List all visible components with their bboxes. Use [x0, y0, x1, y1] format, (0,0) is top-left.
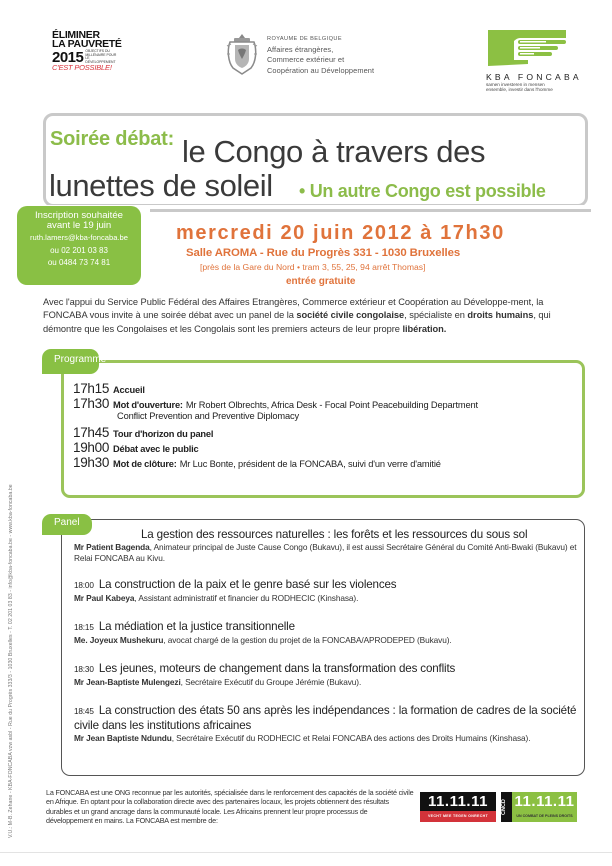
- intro-text: , qui démontre que les Congolaises et les Congolais sont les premiers acteurs de leur propre: [43, 310, 551, 334]
- programme-item: [73, 381, 578, 396]
- panel-topic-text: La construction de la paix et le genre basé sur les violences: [98, 578, 397, 591]
- programme-label: Mot de clôture:: [113, 458, 177, 469]
- panel-time: 18:15: [74, 623, 94, 632]
- panel-item: [74, 620, 579, 646]
- panel-topic: [74, 578, 579, 593]
- panel-speaker: Mr Jean Baptiste Ndundu: [74, 733, 172, 743]
- title-frame-bottom-line: [150, 209, 591, 212]
- hands-icon: [488, 30, 566, 66]
- panel-topic: La gestion des ressources naturelles : les forêts et les ressources du sous sol: [141, 528, 528, 541]
- panel-speaker-desc: [74, 733, 579, 744]
- panel-item: [74, 662, 579, 688]
- event-kicker: Soirée débat:: [50, 128, 175, 150]
- panel-role: , Assistant administratif et financier du RODHECIC (Kinshasa).: [134, 593, 359, 603]
- programme-tab: Programme: [42, 349, 99, 374]
- belgium-ministry-logo: [225, 32, 405, 82]
- kba-subtitle: samen investeren in mensen: [486, 82, 545, 87]
- registration-box: [17, 206, 141, 285]
- panel-speaker-desc: [74, 542, 579, 564]
- registration-line: Inscription souhaitée: [35, 210, 123, 221]
- intro-emphasis: droits humains: [467, 310, 534, 321]
- event-date: mercredi 20 juin 2012 à 17h30: [176, 222, 505, 244]
- programme-label: Accueil: [113, 385, 145, 395]
- intro-emphasis: société civile congolaise: [296, 310, 405, 321]
- badge-tagline: UN COMBAT DE PLEINS DROITS: [516, 814, 573, 818]
- publisher-imprint: V.U.: M-B. Zehane - KBA-FONCABA vzw asbl - Rue du Progrès 333/3 - 1030 Bruxelles - T. 02 201 03 83 - info@kba-foncaba.be - www.kba-foncaba.be: [8, 484, 14, 838]
- logo-line: ÉLIMINER: [52, 29, 100, 41]
- footer-about: La FONCABA est une ONG reconnue par les autorités, spécialisée dans le renforcement des capacités de la société civile en Afrique. En optant pour la collaboration directe avec des partenaires locaux, les projets obtiennent des résultats durables et un grand ancrage dans la communauté locale. Les Africains prennent leur propre processus de développement en mains. La FONCABA est membre de:: [46, 788, 414, 825]
- programme-desc: Mr Luc Bonte, président de la FONCABA, suivi d'un verre d'amitié: [179, 458, 441, 469]
- programme-item: [73, 425, 578, 440]
- page-title-line-2: lunettes de soleil: [49, 168, 273, 203]
- logo-line: LA PAUVRETÉ: [52, 38, 122, 50]
- badge-side-label: CNCD: [501, 792, 512, 822]
- ministry-line: Commerce extérieur et: [267, 55, 345, 64]
- panel-item: [74, 578, 579, 604]
- panel-topic: [74, 620, 579, 635]
- programme-label: Débat avec le public: [113, 443, 199, 454]
- programme-item: [73, 455, 578, 470]
- panel-time: 18:00: [74, 581, 94, 590]
- page-bottom-divider: [0, 852, 612, 853]
- ministry-line: ROYAUME DE BELGIQUE: [267, 36, 342, 42]
- panel-item: [74, 528, 579, 564]
- belgian-crest-icon: [225, 32, 259, 77]
- page-subtitle: • Un autre Congo est possible: [299, 181, 546, 201]
- intro-paragraph: [43, 296, 588, 336]
- panel-speaker: Mr Patient Bagenda: [74, 542, 150, 552]
- logo-tagline: C'EST POSSIBLE!: [52, 63, 112, 73]
- kba-title: KBA FONCABA: [486, 72, 582, 82]
- panel-speaker: Me. Joyeux Mushekuru: [74, 635, 164, 645]
- kba-foncaba-logo: [486, 30, 582, 92]
- programme-desc-cont: Conflict Prevention and Preventive Diplomacy: [117, 411, 300, 422]
- registration-deadline: avant le 19 juin: [46, 220, 112, 231]
- programme-time: 19h30: [73, 454, 110, 470]
- event-entry: entrée gratuite: [286, 276, 356, 287]
- panel-time: 18:45: [74, 707, 94, 716]
- badge-tagline: VECHT MEE TEGEN ONRECHT: [420, 811, 496, 822]
- panel-list: [74, 528, 579, 753]
- ministry-line: Affaires étrangères,: [267, 44, 334, 54]
- badge-cncd-11-11-11: [501, 792, 577, 822]
- panel-topic: [74, 704, 579, 733]
- panel-topic-text: La médiation et la justice transitionnelle: [98, 620, 295, 633]
- kba-subtitle: ensemble, investir dans l'homme: [486, 87, 553, 92]
- registration-phone: ou 02 201 03 83: [50, 246, 108, 255]
- programme-item: [73, 440, 578, 455]
- panel-role: , Secrétaire Exécutif du RODHECIC et Relai FONCABA des actions des Droits Humains (Kinshasa).: [171, 733, 531, 743]
- panel-topic: [74, 662, 579, 677]
- programme-list: [73, 381, 578, 470]
- panel-speaker-desc: [74, 593, 579, 604]
- registration-email[interactable]: ruth.lamers@kba-foncaba.be: [29, 233, 129, 242]
- page-title-line-1: le Congo à travers des: [182, 134, 486, 169]
- panel-tab: Panel: [42, 514, 92, 535]
- programme-desc: Mr Robert Olbrechts, Africa Desk - Focal Point Peacebuilding Department: [185, 400, 478, 411]
- intro-text: , spécialiste en: [404, 310, 468, 321]
- programme-item: [73, 396, 578, 411]
- badge-number: 11.11.11: [428, 793, 488, 810]
- logo-year: 2015: [52, 49, 84, 67]
- badge-11-11-11-nl: [420, 792, 496, 822]
- intro-text: Avec l'appui du Service Public Fédéral des Affaires Etrangères, Commerce extérieur et Coopération au Développe-ment, la FONCABA vous invite à une soirée débat avec un panel de la: [43, 297, 544, 321]
- panel-speaker-desc: [74, 635, 579, 646]
- intro-emphasis: libération.: [402, 323, 447, 334]
- panel-speaker: Mr Paul Kabeya: [74, 593, 135, 603]
- ministry-line: Coopération au Développement: [267, 65, 375, 75]
- programme-label: Tour d'horizon du panel: [113, 428, 214, 439]
- panel-role: , Animateur principal de Juste Cause Congo (Bukavu), il est aussi Secrétaire Général du Comité Anti-Bwaki (Bukavu) et Relai FONCABA au Kivu.: [74, 542, 577, 563]
- panel-topic-text: Les jeunes, moteurs de changement dans la transformation des conflits: [98, 662, 456, 675]
- event-venue-note: [près de la Gare du Nord • tram 3, 55, 25, 94 arrêt Thomas]: [200, 262, 426, 272]
- logo-tiny-text: OBJECTIFS DU MILLÉNAIRE POUR LE DÉVELOPPEMENT: [85, 49, 117, 64]
- badge-number: 11.11.11: [514, 793, 575, 810]
- panel-speaker-desc: [74, 677, 579, 688]
- panel-role: , avocat chargé de la gestion du projet de la FONCABA/APRODEPED (Bukavu).: [163, 635, 452, 645]
- panel-item: [74, 704, 579, 744]
- panel-role: , Secrétaire Exécutif du Groupe Jérémie (Bukavu).: [180, 677, 362, 687]
- programme-time: 19h00: [73, 439, 110, 455]
- panel-speaker: Mr Jean-Baptiste Mulengezi: [74, 677, 181, 687]
- panel-topic-text: La construction des états 50 ans après les indépendances : la formation de cadres de la société civile dans les institutions africaines: [74, 704, 577, 732]
- programme-time: 17h45: [73, 424, 110, 440]
- eliminer-pauvrete-logo: [52, 31, 130, 79]
- programme-label: Mot d'ouverture:: [113, 400, 183, 411]
- panel-time: 18:30: [74, 665, 94, 674]
- event-venue: Salle AROMA - Rue du Progrès 331 - 1030 Bruxelles: [186, 247, 461, 259]
- registration-phone: ou 0484 73 74 81: [47, 258, 111, 267]
- programme-time: 17h30: [73, 396, 110, 412]
- programme-time: 17h15: [73, 381, 110, 396]
